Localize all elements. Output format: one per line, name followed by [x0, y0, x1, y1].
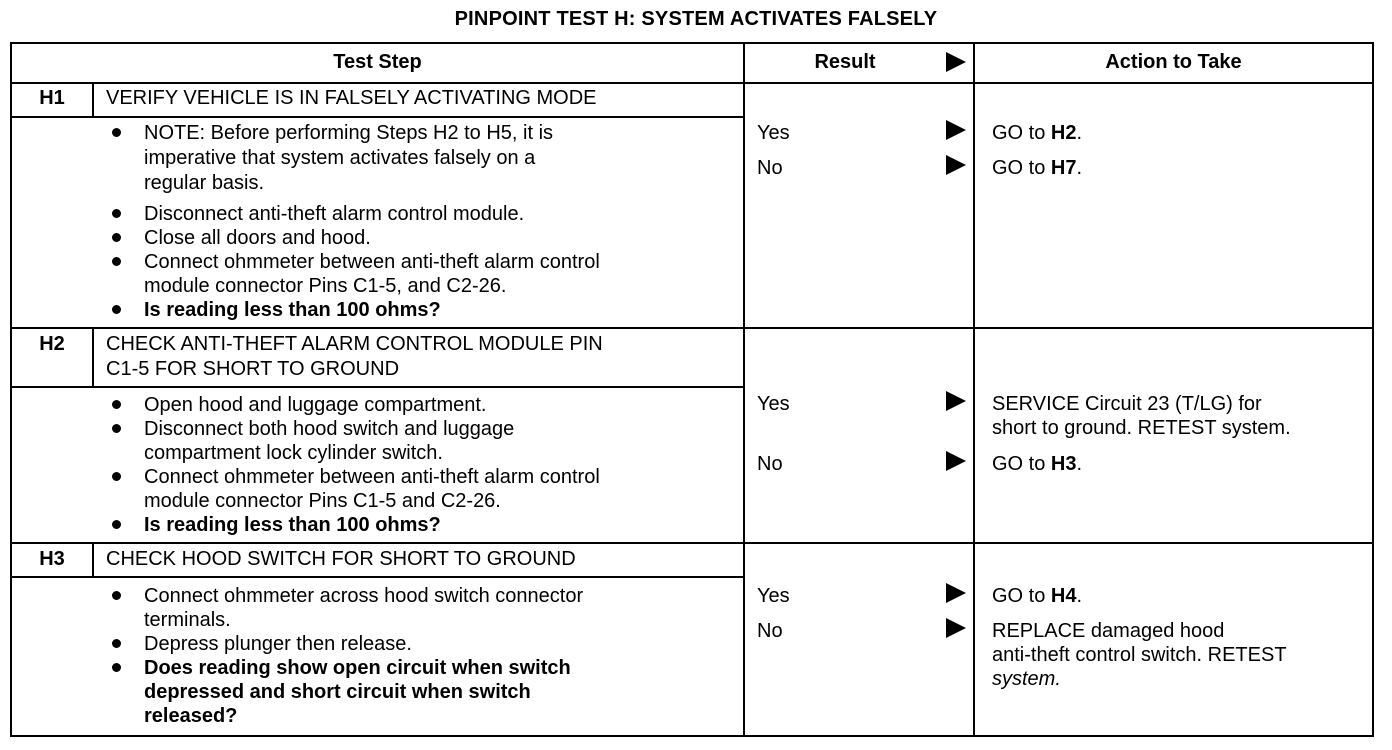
h2-action-yes-line-1: SERVICE Circuit 23 (T/LG) for — [992, 393, 1262, 415]
header-result: Result — [814, 51, 876, 73]
bullet-icon — [112, 591, 121, 600]
h3-action-yes: GO to H4. — [992, 585, 1083, 607]
bullet-icon — [112, 209, 121, 218]
bullet-icon — [112, 400, 121, 409]
bullet-icon — [112, 472, 121, 481]
h2-bullet-4: Is reading less than 100 ohms? — [144, 514, 441, 536]
arrow-icon — [946, 583, 966, 603]
h3-bullet-1-line-2: terminals. — [144, 609, 231, 631]
h3-action-no-line-1: REPLACE damaged hood — [992, 620, 1225, 642]
h2-action-no: GO to H3. — [992, 453, 1083, 475]
id-divider-h3 — [92, 542, 94, 576]
h3-bullet-3-line-3: released? — [144, 705, 238, 727]
header-test-step: Test Step — [333, 51, 422, 73]
page-title: PINPOINT TEST H: SYSTEM ACTIVATES FALSELY — [454, 8, 938, 30]
bullet-icon — [112, 424, 121, 433]
heading-divider-h2 — [12, 386, 745, 388]
h1-action-no: GO to H7. — [992, 157, 1083, 179]
h2-bullet-2-line-1: Disconnect both hood switch and luggage — [144, 418, 515, 440]
header-arrow-icon — [946, 52, 966, 72]
step-id-h2: H2 — [39, 333, 65, 355]
h1-bullet-4-line-1: Connect ohmmeter between anti-theft alarm control — [144, 251, 600, 273]
h1-result-no: No — [757, 157, 783, 179]
h3-bullet-3-line-1: Does reading show open circuit when switch — [144, 657, 571, 679]
h1-bullet-1-line-3: regular basis. — [144, 172, 265, 194]
id-divider-h2 — [92, 327, 94, 386]
h1-action-yes: GO to H2. — [992, 122, 1083, 144]
h3-action-no-line-3: system. — [992, 668, 1061, 690]
column-divider-action — [973, 44, 975, 735]
h3-action-no-line-2: anti-theft control switch. RETEST — [992, 644, 1287, 666]
arrow-icon — [946, 451, 966, 471]
bullet-icon — [112, 305, 121, 314]
h1-result-yes: Yes — [757, 122, 790, 144]
step-heading-h3: CHECK HOOD SWITCH FOR SHORT TO GROUND — [106, 548, 576, 570]
h1-bullet-2: Disconnect anti-theft alarm control module. — [144, 203, 525, 225]
step-heading-h1: VERIFY VEHICLE IS IN FALSELY ACTIVATING MODE — [106, 87, 597, 109]
bullet-icon — [112, 128, 121, 137]
pinpoint-test-table — [10, 42, 1374, 737]
h3-bullet-1-line-1: Connect ohmmeter across hood switch connector — [144, 585, 584, 607]
h3-result-yes: Yes — [757, 585, 790, 607]
arrow-icon — [946, 120, 966, 140]
h1-bullet-1-line-1: NOTE: Before performing Steps H2 to H5, it is — [144, 122, 554, 144]
bullet-icon — [112, 639, 121, 648]
h2-result-no: No — [757, 453, 783, 475]
h1-bullet-3: Close all doors and hood. — [144, 227, 371, 249]
h3-bullet-2: Depress plunger then release. — [144, 633, 412, 655]
heading-divider-h3 — [12, 576, 745, 578]
arrow-icon — [946, 155, 966, 175]
arrow-icon — [946, 391, 966, 411]
bullet-icon — [112, 663, 121, 672]
h2-bullet-3-line-1: Connect ohmmeter between anti-theft alarm control — [144, 466, 600, 488]
row-divider-h3 — [12, 542, 1372, 544]
row-divider-h2 — [12, 327, 1372, 329]
header-divider — [12, 82, 1372, 84]
step-heading-h2-line-1: CHECK ANTI-THEFT ALARM CONTROL MODULE PIN — [106, 333, 603, 355]
h2-action-yes-line-2: short to ground. RETEST system. — [992, 417, 1291, 439]
h2-bullet-3-line-2: module connector Pins C1-5 and C2-26. — [144, 490, 501, 512]
arrow-icon — [946, 618, 966, 638]
heading-divider-h1 — [12, 116, 745, 118]
step-id-h3: H3 — [39, 548, 65, 570]
header-action: Action to Take — [1105, 51, 1242, 73]
h2-result-yes: Yes — [757, 393, 790, 415]
h3-bullet-3-line-2: depressed and short circuit when switch — [144, 681, 531, 703]
bullet-icon — [112, 520, 121, 529]
h1-bullet-1-line-2: imperative that system activates falsely on a — [144, 147, 536, 169]
column-divider-result — [743, 44, 745, 735]
step-id-h1: H1 — [39, 87, 65, 109]
id-divider-h1 — [92, 82, 94, 116]
h2-bullet-1: Open hood and luggage compartment. — [144, 394, 487, 416]
h1-bullet-4-line-2: module connector Pins C1-5, and C2-26. — [144, 275, 507, 297]
bullet-icon — [112, 233, 121, 242]
h1-bullet-5: Is reading less than 100 ohms? — [144, 299, 441, 321]
h3-result-no: No — [757, 620, 783, 642]
h2-bullet-2-line-2: compartment lock cylinder switch. — [144, 442, 443, 464]
step-heading-h2-line-2: C1-5 FOR SHORT TO GROUND — [106, 358, 400, 380]
bullet-icon — [112, 257, 121, 266]
